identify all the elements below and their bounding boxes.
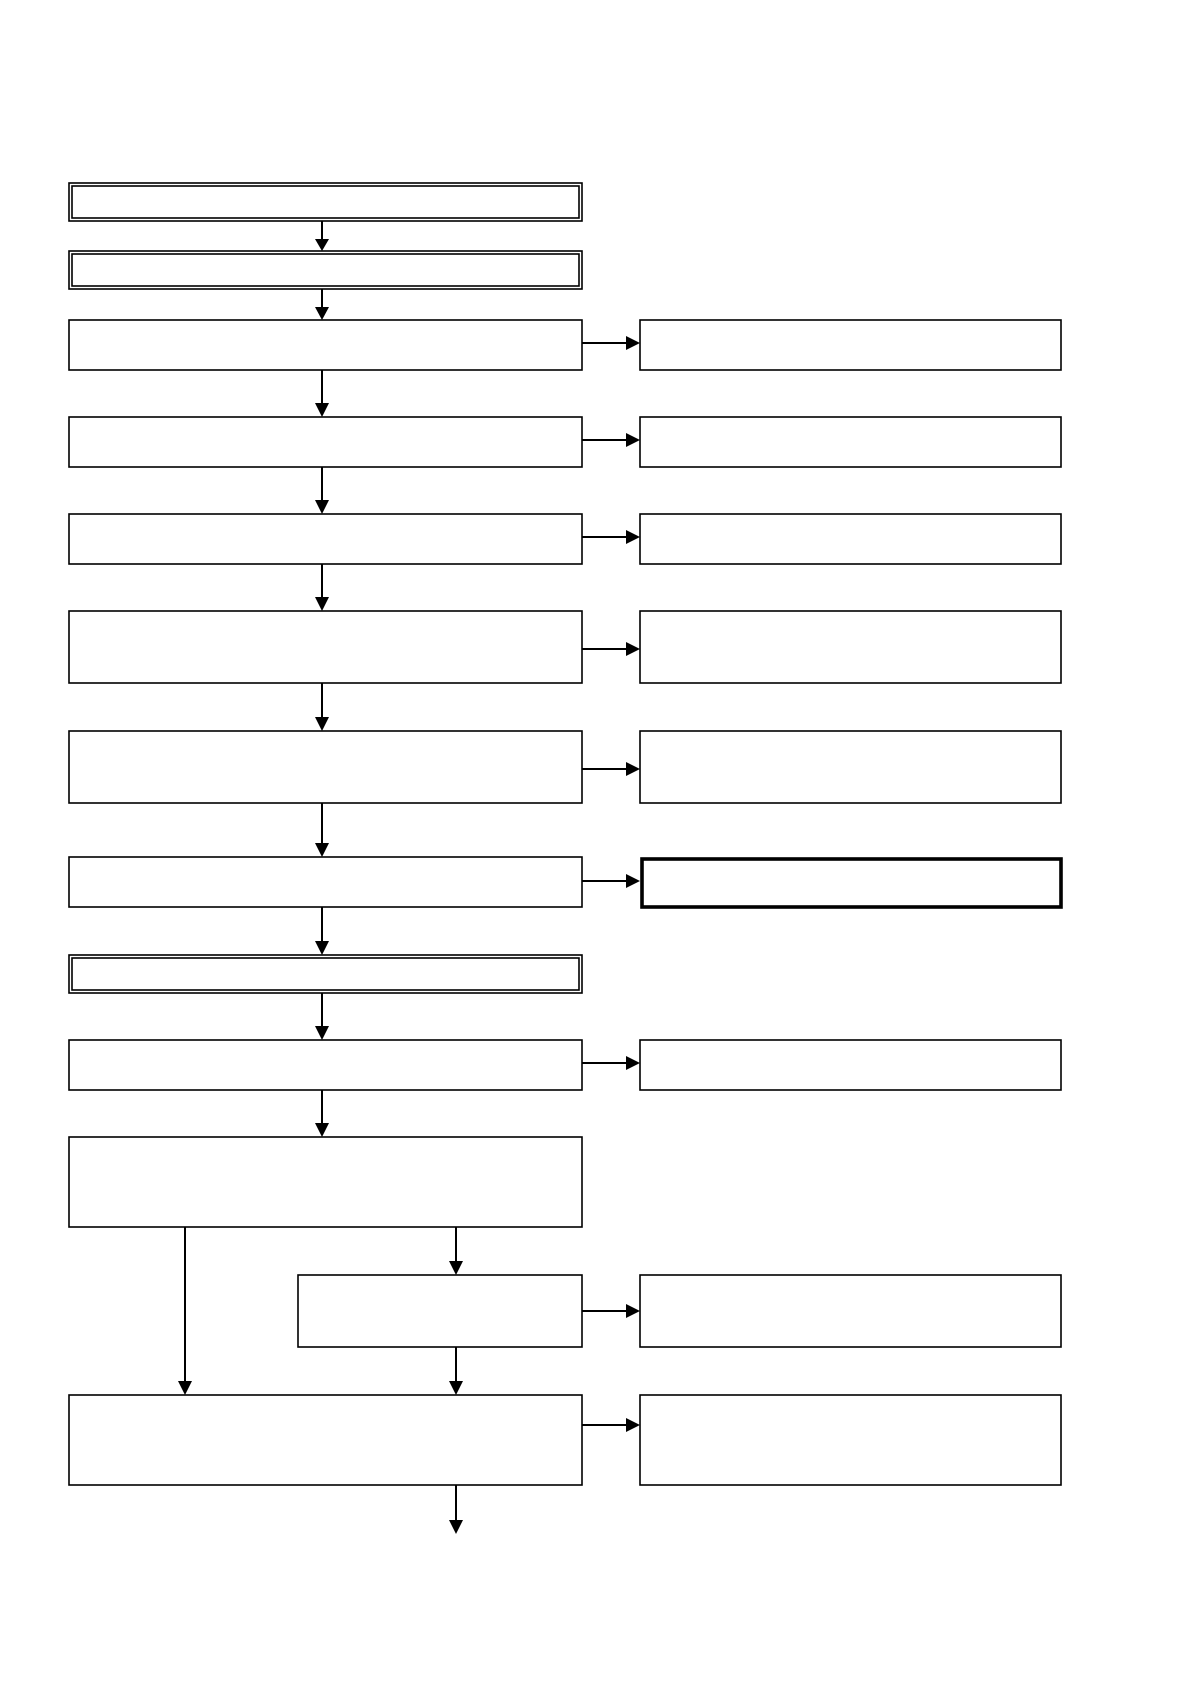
node-n3: [69, 320, 582, 370]
edge-n8-n9: [315, 907, 329, 955]
edge-n10-r10: [582, 1056, 640, 1070]
edge-n3-n4: [315, 370, 329, 417]
node-r8: [642, 859, 1061, 907]
edge-n12-r12: [582, 1304, 640, 1318]
node-n13: [69, 1395, 582, 1485]
edge-n6-n7: [315, 683, 329, 731]
edge-n12-n13: [449, 1347, 463, 1395]
edge-n8-r8: [582, 874, 640, 888]
node-n12: [298, 1275, 582, 1347]
node-n10: [69, 1040, 582, 1090]
edge-n13-out: [449, 1485, 463, 1534]
edge-n5-r5: [582, 530, 640, 544]
edge-n11-n13: [178, 1227, 192, 1395]
edge-n7-n8: [315, 803, 329, 857]
edge-n10-n11: [315, 1090, 329, 1137]
node-r3: [640, 320, 1061, 370]
node-r10: [640, 1040, 1061, 1090]
node-n7: [69, 731, 582, 803]
edge-n4-r4: [582, 433, 640, 447]
node-n5: [69, 514, 582, 564]
node-r4: [640, 417, 1061, 467]
edge-n7-r7: [582, 762, 640, 776]
node-n11: [69, 1137, 582, 1227]
edge-n5-n6: [315, 564, 329, 611]
node-r13: [640, 1395, 1061, 1485]
edge-n11-n12: [449, 1227, 463, 1275]
edge-n4-n5: [315, 467, 329, 514]
node-r7: [640, 731, 1061, 803]
node-r12: [640, 1275, 1061, 1347]
node-n8: [69, 857, 582, 907]
node-r5: [640, 514, 1061, 564]
node-r6: [640, 611, 1061, 683]
edge-n6-r6: [582, 642, 640, 656]
node-n1: [69, 183, 582, 221]
edge-n9-n10: [315, 993, 329, 1040]
node-n6: [69, 611, 582, 683]
node-n4: [69, 417, 582, 467]
node-n2: [69, 251, 582, 289]
edge-n13-r13: [582, 1418, 640, 1432]
node-n9: [69, 955, 582, 993]
edge-n2-n3: [315, 289, 329, 320]
edge-n1-n2: [315, 221, 329, 251]
edge-n3-r3: [582, 336, 640, 350]
